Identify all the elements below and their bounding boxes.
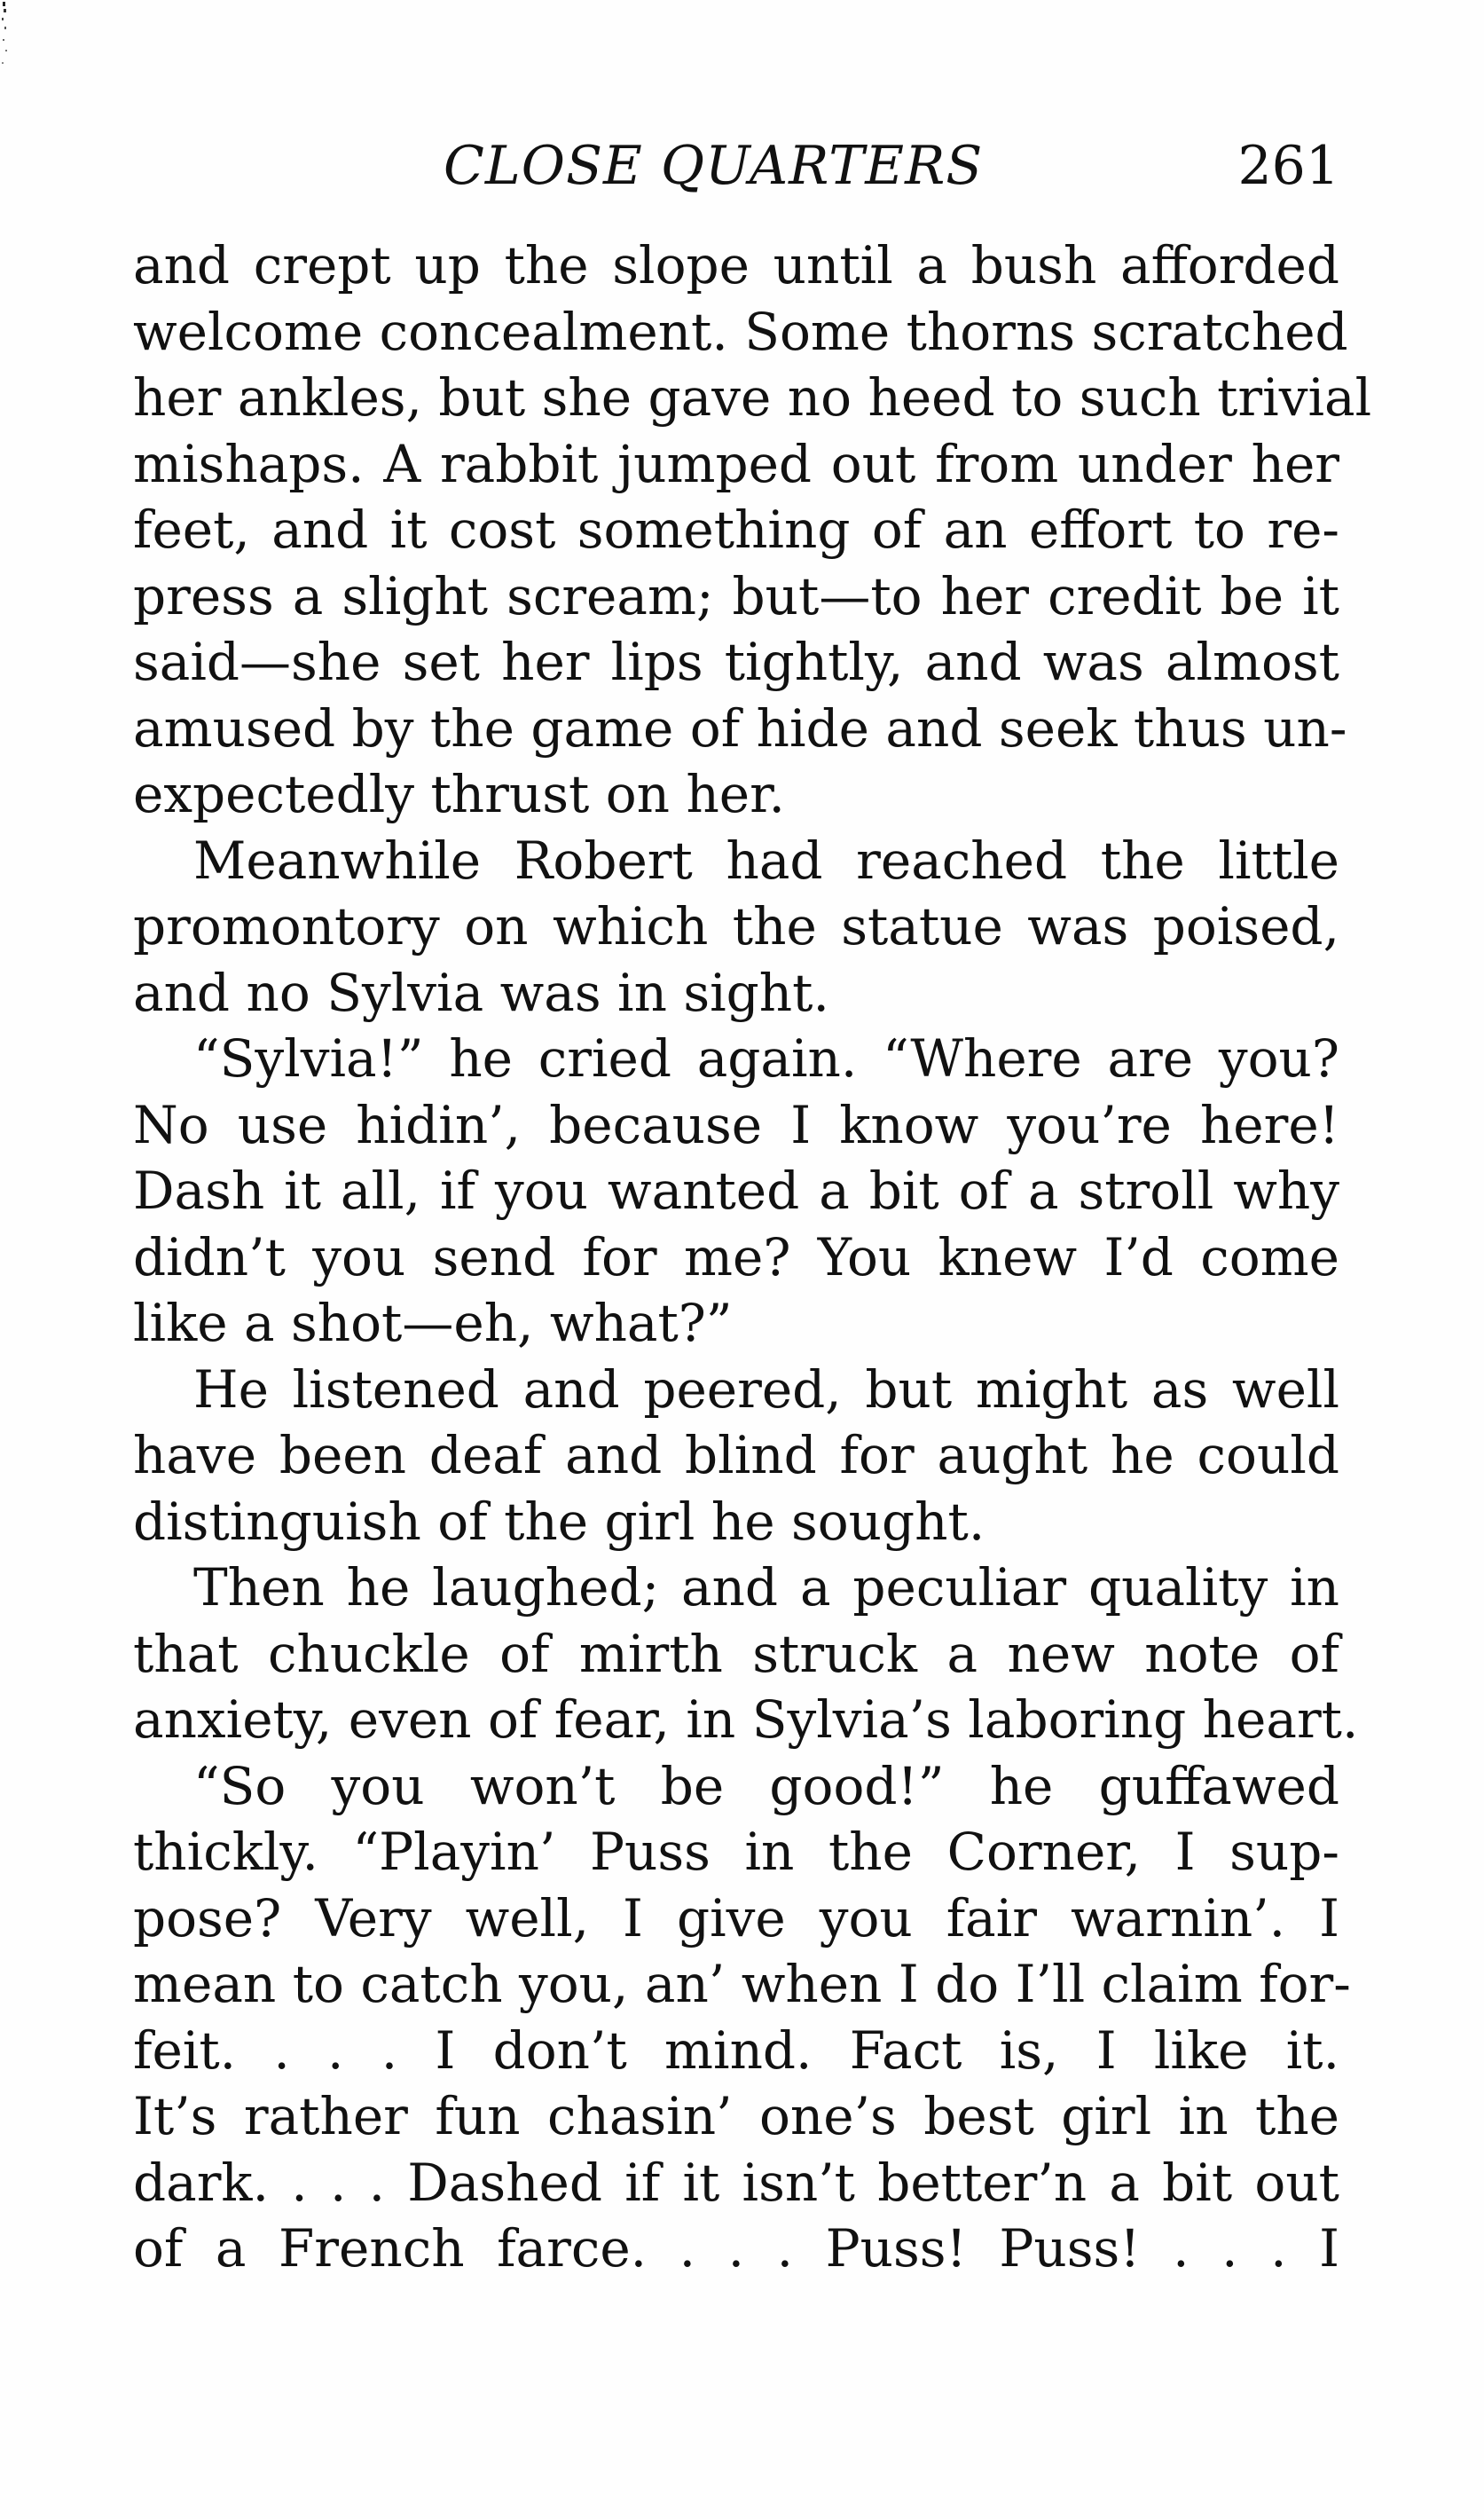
text-line: Dash it all, if you wanted a bit of a stroll why bbox=[133, 1161, 1339, 1221]
text-line: and crept up the slope until a bush afforded bbox=[133, 235, 1339, 295]
text-line: “Sylvia!” he cried again. “Where are you? bbox=[193, 1028, 1339, 1089]
text-line: dark. . . . Dashed if it isn’t better’n a bit out bbox=[133, 2152, 1339, 2213]
body-text bbox=[133, 232, 1372, 2282]
text-line: that chuckle of mirth struck a new note of bbox=[133, 1623, 1339, 1684]
text-line: Then he laughed; and a peculiar quality in bbox=[193, 1557, 1339, 1618]
page-header bbox=[133, 135, 1339, 206]
text-line: thickly. “Playin’ Puss in the Corner, I sup- bbox=[133, 1822, 1339, 1882]
text-line: distinguish of the girl he sought. bbox=[133, 1491, 985, 1552]
text-line: pose? Very well, I give you fair warnin’. I bbox=[133, 1887, 1339, 1948]
text-line: It’s rather fun chasin’ one’s best girl in the bbox=[133, 2086, 1339, 2146]
text-line: He listened and peered, but might as well bbox=[193, 1358, 1339, 1420]
text-line: have been deaf and blind for aught he could bbox=[133, 1425, 1339, 1485]
text-line: mean to catch you, an’ when I do I’ll claim for- bbox=[133, 1954, 1351, 2014]
text-line: her ankles, but she gave no heed to such trivial bbox=[133, 367, 1372, 428]
text-line: didn’t you send for me? You knew I’d come bbox=[133, 1226, 1339, 1287]
text-line: said—she set her lips tightly, and was almost bbox=[133, 632, 1339, 692]
text-line: No use hidin’, because I know you’re here! bbox=[133, 1094, 1339, 1155]
text-line: like a shot—eh, what?” bbox=[133, 1293, 733, 1353]
text-line: of a French farce. . . . Puss! Puss! . . . I bbox=[133, 2218, 1339, 2279]
text-line: “So you won’t be good!” he guffawed bbox=[193, 1755, 1339, 1816]
page-number: 261 bbox=[1237, 135, 1339, 197]
text-line: expectedly thrust on her. bbox=[133, 764, 785, 824]
text-line: mishaps. A rabbit jumped out from under her bbox=[133, 433, 1339, 494]
text-line: Meanwhile Robert had reached the little bbox=[193, 830, 1339, 891]
text-line: feit. . . . I don’t mind. Fact is, I like it. bbox=[133, 2019, 1339, 2081]
text-line: press a slight scream; but—to her credit be it bbox=[133, 565, 1339, 626]
text-line: amused by the game of hide and seek thus un- bbox=[133, 697, 1347, 759]
text-line: and no Sylvia was in sight. bbox=[133, 962, 829, 1023]
running-title: CLOSE QUARTERS bbox=[444, 135, 984, 197]
text-line: anxiety, even of fear, in Sylvia’s laboring heart. bbox=[133, 1689, 1359, 1750]
text-line: feet, and it cost something of an effort to re- bbox=[133, 500, 1339, 560]
text-line: welcome concealment. Some thorns scratched bbox=[133, 301, 1348, 362]
scan-edge-specks bbox=[0, 0, 14, 80]
text-line: promontory on which the statue was poised, bbox=[133, 896, 1339, 956]
